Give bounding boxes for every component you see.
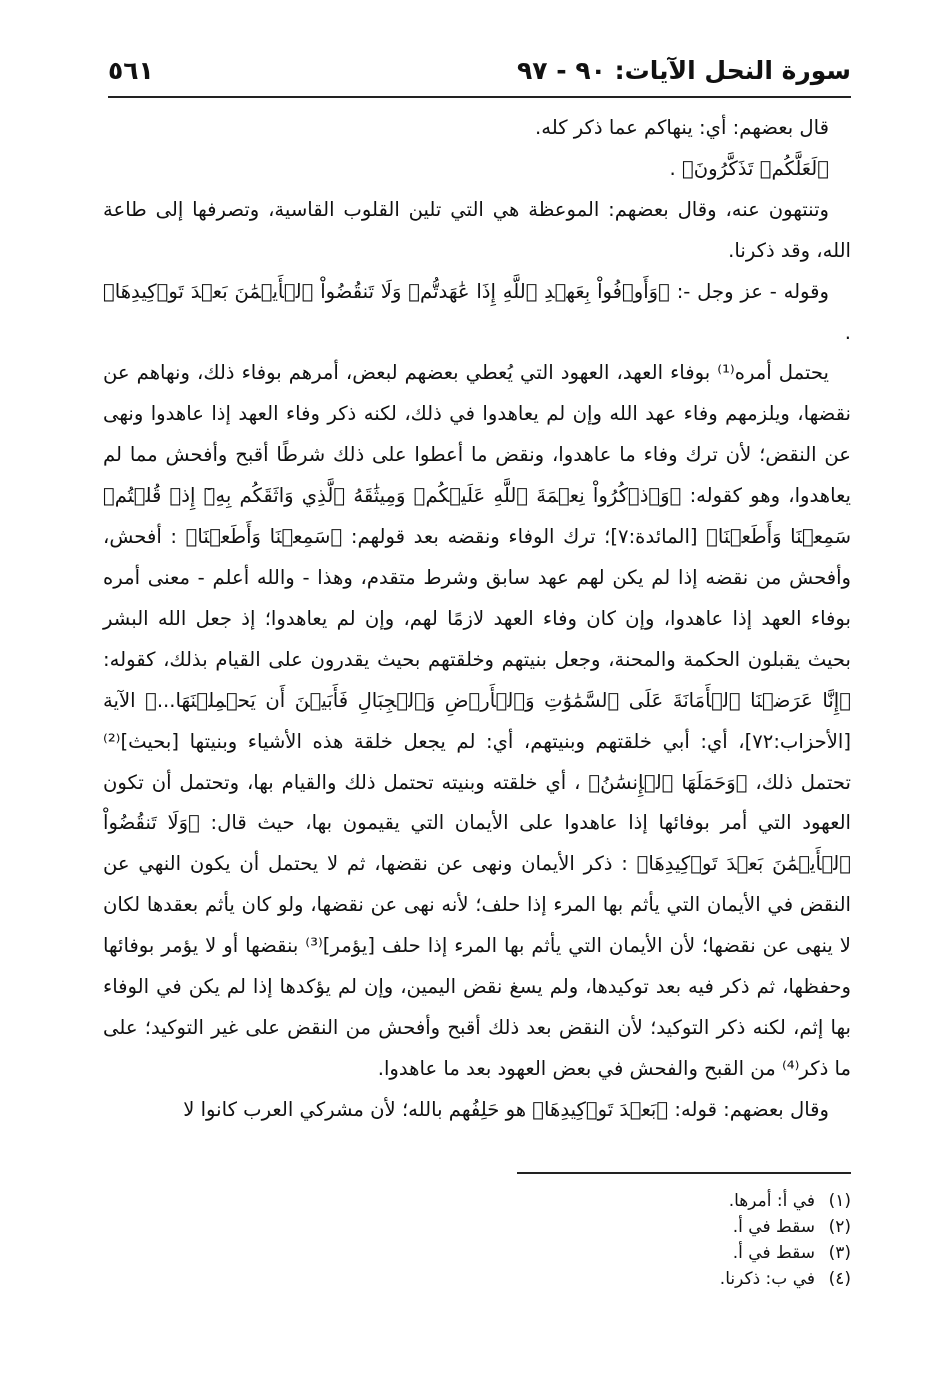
footnote-text: في ب: ذكرنا. <box>719 1269 815 1289</box>
running-title: سورة النحل الآيات: ٩٠ - ٩٧ <box>517 56 851 85</box>
page-number: ٥٦١ <box>108 56 154 85</box>
footnote-text: سقط في أ. <box>732 1243 815 1263</box>
paragraph: قال بعضهم: أي: ينهاكم عما ذكر كله. <box>534 116 829 139</box>
footnote <box>500 1240 851 1266</box>
footnote-number: (٢) <box>828 1217 851 1237</box>
paragraph: وقوله - عز وجل -: ﴿وَأَوۡفُواْ بِعَهۡدِ ٱللَّهِ إِذَا عَٰهَدتُّمۡ وَلَا تَنقُضُواْ ٱلۡأَيۡمَٰنَ بَعۡدَ تَوۡكِيدِهَا﴾ . <box>103 279 851 344</box>
page-header <box>108 52 851 92</box>
footnote-number: (١) <box>828 1191 851 1211</box>
footnote-text: في أ: أمرها. <box>728 1191 815 1211</box>
quran-verse-line: ﴿لَعَلَّكُمۡ تَذَكَّرُونَ﴾ . <box>669 156 829 180</box>
footnote-number: (٣) <box>828 1243 851 1263</box>
footnotes <box>500 1188 851 1292</box>
paragraph: وقال بعضهم: قوله: ﴿بَعۡدَ تَوۡكِيدِهَا﴾ هو حَلِفُهم بالله؛ لأن مشركي العرب كانوا لا <box>183 1097 829 1121</box>
footnote <box>500 1188 851 1214</box>
paragraph: يحتمل أمره⁽¹⁾ بوفاء العهد، العهود التي يُعطي بعضهم لبعض، أمرهم بوفاء ذلك، ونهاهم عن نقضها، ويلزمهم وفاء عهد الله وإن لم يعاهدوا في ذلك، لكنه ذكر وفاء العهد إذا عاهدوا ونهى عن النقض؛ لأن ترك وفاء ما عاهدوا، ونقض ما أعطوا على ذلك شرطًا أقبح وأفحش مما لم يعاهدوا، وهو كقوله: ﴿وَٱذۡكُرُواْ نِعۡمَةَ ٱللَّهِ عَلَيۡكُمۡ وَمِيثَٰقَهُ ٱلَّذِي وَاثَقَكُم بِهِۦٓ إِذۡ قُلۡتُمۡ سَمِعۡنَا وَأَطَعۡنَا﴾ [المائدة:٧]؛ ترك الوفاء ونقضه بعد قولهم: ﴿سَمِعۡنَا وَأَطَعۡنَا﴾ : أفحش، وأفحش من نقضه إذا لم يكن لهم عهد سابق وشرط متقدم، وهذا - والله أعلم - معنى أمره بوفاء العهد إذا عاهدوا، وإن كان وفاء العهد لازمًا لهم، وإن لم يعاهدوا؛ إذ جعل الله البشر بحيث يقبلون الحكمة والمحنة، وجعل بنيتهم وخلقتهم بحيث يقدرون على القيام بذلك، كقوله: ﴿إِنَّا عَرَضۡنَا ٱلۡأَمَانَةَ عَلَى ٱلسَّمَٰوَٰتِ وَٱلۡأَرۡضِ وَٱلۡجِبَالِ فَأَبَيۡنَ أَن يَحۡمِلۡنَهَا...﴾ الآية [الأحزاب:٧٢]، أي: أبي خلقتهم وبنيتهم، أي: لم يجعل خلقة هذه الأشياء وبنيتها [بحيث]⁽²⁾ تحتمل ذلك، ﴿وَحَمَلَهَا ٱلۡإِنسَٰنُ﴾ ، أي خلقته وبنيته تحتمل ذلك والقيام بها، وتحتمل أن تكون العهود التي أمر بوفائها إذا عاهدوا على الأيمان التي يقيمون بها، حيث قال: ﴿وَلَا تَنقُضُواْ ٱلۡأَيۡمَٰنَ بَعۡدَ تَوۡكِيدِهَا﴾ : ذكر الأيمان ونهى عن نقضها، ثم لا يحتمل أن يكون النهي عن النقض في الأيمان التي يأثم بها المرء إذا حلف؛ لأنه نهى عن نقضها، ولو كان يأثم بعقدها لكان لا ينهى عن نقضها؛ لأن الأيمان التي يأثم بها المرء إذا حلف [يؤمر]⁽³⁾ بنقضها أو لا يؤمر بوفائها وحفظها، ثم ذكر فيه بعد توكيدها، ولم يسغ نقض اليمين، وإن لم يؤكدها إذا لم يكن في الوفاء بها إثم، لكنه ذكر التوكيد؛ لأن النقض بعد ذلك أقبح وأفحش من النقض على غير التوكيد؛ على ما ذكر⁽⁴⁾ من القبح والفحش في بعض العهود بعد ما عاهدوا. <box>103 361 851 1080</box>
footnote <box>500 1266 851 1292</box>
main-text <box>103 108 851 1131</box>
footnote-text: سقط في أ. <box>732 1217 815 1237</box>
header-divider <box>108 96 851 98</box>
footnote <box>500 1214 851 1240</box>
footnote-number: (٤) <box>828 1269 851 1289</box>
footnote-divider <box>517 1172 851 1174</box>
paragraph: وتنتهون عنه، وقال بعضهم: الموعظة هي التي تلين القلوب القاسية، وتصرفها إلى طاعة الله، وقد ذكرنا. <box>103 197 851 262</box>
